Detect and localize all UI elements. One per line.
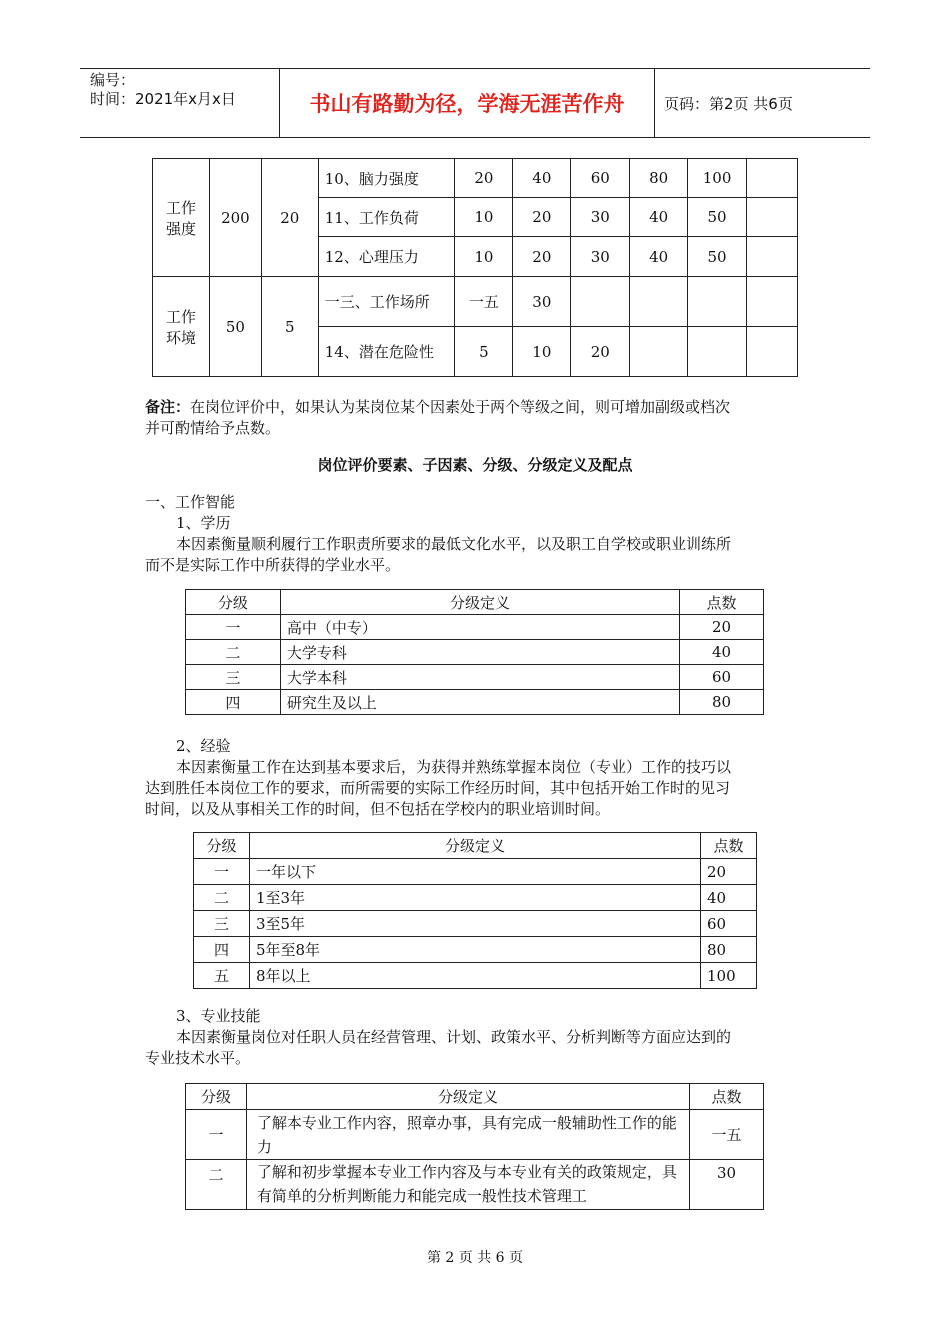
- level-cell: 二: [186, 1160, 247, 1210]
- experience-table: [193, 832, 757, 989]
- header-level: 分级: [194, 833, 250, 859]
- factor-name: 一三、工作场所: [318, 277, 455, 327]
- points-cell: 80: [701, 937, 757, 963]
- points-cell: 30: [690, 1160, 764, 1210]
- page-footer: 第 2 页 共 6 页: [426, 1250, 524, 1266]
- level-value: 5: [455, 327, 513, 377]
- definition-cell: 了解本专业工作内容，照章办事，具有完成一般辅助性工作的能力: [246, 1110, 689, 1160]
- level-cell: 三: [186, 665, 281, 690]
- table-row: [186, 1160, 764, 1210]
- points-cell: 20: [701, 859, 757, 885]
- level-cell: 一: [194, 859, 250, 885]
- definition-cell: 了解和初步掌握本专业工作内容及与本专业有关的政策规定，具有简单的分析判断能力和能完成一般性技术管理工: [246, 1160, 689, 1210]
- level-value: 30: [513, 277, 571, 327]
- points-cell: 一五: [690, 1110, 764, 1160]
- level-value: 20: [513, 237, 571, 277]
- header-page-number: 页码：第2页 共6页: [664, 94, 793, 113]
- level-value: 80: [630, 159, 688, 198]
- level-cell: 一: [186, 615, 281, 640]
- level-value: 40: [630, 198, 688, 237]
- factor-name: 10、脑力强度: [318, 159, 455, 198]
- factor-table-continued: [152, 158, 798, 377]
- table-row: [194, 937, 757, 963]
- level-cell: 四: [186, 690, 281, 715]
- points-cell: 40: [701, 885, 757, 911]
- group-name: 工作环境: [153, 277, 210, 377]
- level-value: [688, 327, 747, 377]
- definition-cell: 5年至8年: [249, 937, 700, 963]
- level-value: [747, 237, 798, 277]
- header-level: 分级: [186, 590, 281, 615]
- header-meta: [80, 69, 280, 137]
- points-cell: 60: [701, 911, 757, 937]
- level-cell: 五: [194, 963, 250, 989]
- header-definition: 分级定义: [280, 590, 679, 615]
- experience-desc-2: 达到胜任本岗位工作的要求，而所需要的实际工作经历时间，其中包括开始工作时的见习: [145, 779, 731, 797]
- note-text-1: 在岗位评价中，如果认为某岗位某个因素处于两个等级之间，则可增加副级或档次: [190, 398, 731, 416]
- table-header-row: [186, 1084, 764, 1110]
- level-value: 50: [688, 198, 747, 237]
- skill-desc-1: 本因素衡量岗位对任职人员在经营管理、计划、政策水平、分析判断等方面应达到的: [176, 1028, 732, 1046]
- header-definition: 分级定义: [249, 833, 700, 859]
- table-row: [153, 159, 798, 198]
- level-value: 10: [455, 198, 513, 237]
- document-number-label: 编号：: [90, 71, 136, 89]
- points-cell: 20: [680, 615, 764, 640]
- level-value: [747, 327, 798, 377]
- level-value: 10: [455, 237, 513, 277]
- level-value: 40: [630, 237, 688, 277]
- skill-table: [185, 1083, 764, 1210]
- table-header-row: [194, 833, 757, 859]
- table-row: [186, 665, 764, 690]
- level-value: 10: [513, 327, 571, 377]
- table-row: [194, 911, 757, 937]
- level-value: 60: [571, 159, 630, 198]
- header-level: 分级: [186, 1084, 247, 1110]
- table-row: [194, 859, 757, 885]
- level-value: [688, 277, 747, 327]
- skill-desc-2: 专业技术水平。: [145, 1049, 251, 1067]
- level-value: 40: [513, 159, 571, 198]
- header-points: 点数: [701, 833, 757, 859]
- table-row: [194, 885, 757, 911]
- table-row: [186, 1110, 764, 1160]
- table-row: [186, 690, 764, 715]
- section-title: 岗位评价要素、子因素、分级、分级定义及配点: [317, 456, 633, 474]
- level-cell: 三: [194, 911, 250, 937]
- factor-name: 14、潜在危险性: [318, 327, 455, 377]
- level-value: 20: [455, 159, 513, 198]
- level-value: 30: [571, 198, 630, 237]
- factor-name: 12、心理压力: [318, 237, 455, 277]
- table-row: [153, 277, 798, 327]
- level-cell: 二: [194, 885, 250, 911]
- group-points: 20: [261, 159, 318, 277]
- note-text-2: 并可酌情给予点数。: [145, 419, 281, 437]
- definition-cell: 高中（中专）: [280, 615, 679, 640]
- definition-cell: 1至3年: [249, 885, 700, 911]
- points-cell: 100: [701, 963, 757, 989]
- note-label: 备注：: [145, 398, 191, 416]
- points-cell: 60: [680, 665, 764, 690]
- level-value: [747, 159, 798, 198]
- document-time: 时间：2021年x月x日: [90, 90, 236, 108]
- level-cell: 一: [186, 1110, 247, 1160]
- education-desc-1: 本因素衡量顺利履行工作职责所要求的最低文化水平，以及职工自学校或职业训练所: [176, 535, 732, 553]
- points-cell: 80: [680, 690, 764, 715]
- group-weight: 200: [209, 159, 261, 277]
- level-value: 一五: [455, 277, 513, 327]
- level-value: 20: [513, 198, 571, 237]
- definition-cell: 研究生及以上: [280, 690, 679, 715]
- table-header-row: [186, 590, 764, 615]
- education-desc-2: 而不是实际工作中所获得的学业水平。: [145, 556, 401, 574]
- header-definition: 分级定义: [246, 1084, 689, 1110]
- factor-name: 11、工作负荷: [318, 198, 455, 237]
- definition-cell: 3至5年: [249, 911, 700, 937]
- level-value: 50: [688, 237, 747, 277]
- header-points: 点数: [690, 1084, 764, 1110]
- level-value: [747, 198, 798, 237]
- table-row: [186, 640, 764, 665]
- table-row: [194, 963, 757, 989]
- level-value: [630, 277, 688, 327]
- group-weight: 50: [209, 277, 261, 377]
- header-motto: 书山有路勤为径，学海无涯苦作舟: [280, 69, 655, 137]
- definition-cell: 大学本科: [280, 665, 679, 690]
- group-name: 工作强度: [153, 159, 210, 277]
- definition-cell: 大学专科: [280, 640, 679, 665]
- subsection-skill: 3、专业技能: [176, 1007, 261, 1025]
- level-value: 30: [571, 237, 630, 277]
- table-row: [186, 615, 764, 640]
- level-value: 20: [571, 327, 630, 377]
- level-value: [747, 277, 798, 327]
- level-value: 100: [688, 159, 747, 198]
- subsection-education: 1、学历: [176, 514, 231, 532]
- page-header: [80, 68, 870, 138]
- header-points: 点数: [680, 590, 764, 615]
- level-cell: 二: [186, 640, 281, 665]
- definition-cell: 8年以上: [249, 963, 700, 989]
- level-value: [571, 277, 630, 327]
- experience-desc-1: 本因素衡量工作在达到基本要求后，为获得并熟练掌握本岗位（专业）工作的技巧以: [176, 758, 732, 776]
- level-cell: 四: [194, 937, 250, 963]
- points-cell: 40: [680, 640, 764, 665]
- subsection-experience: 2、经验: [176, 737, 231, 755]
- experience-desc-3: 时间，以及从事相关工作的时间，但不包括在学校内的职业培训时间。: [145, 800, 611, 818]
- group-points: 5: [261, 277, 318, 377]
- level-value: [630, 327, 688, 377]
- note-line-1: [145, 397, 730, 418]
- education-table: [185, 589, 764, 715]
- section-heading: 一、工作智能: [145, 493, 236, 511]
- definition-cell: 一年以下: [249, 859, 700, 885]
